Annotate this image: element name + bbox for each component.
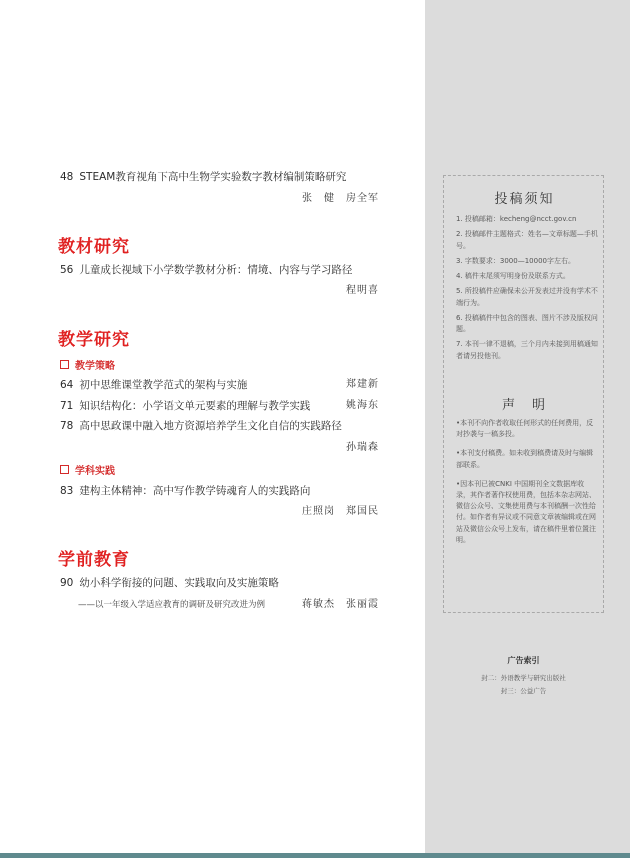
toc-entry-90[interactable] (60, 576, 390, 590)
sub-heading-celue (60, 357, 115, 372)
statement-item: •本刊不向作者收取任何形式的任何费用，反对抄袭与一稿多投。 (456, 419, 594, 439)
article-authors: 蒋敏杰 张丽霞 (302, 599, 379, 610)
article-title: 初中思维课堂教学范式的架构与实施 (79, 379, 248, 391)
article-subtitle: ——以一年级入学适应教育的调研及研究改进为例 (78, 600, 266, 610)
toc-entry-64[interactable] (60, 378, 390, 392)
toc-entry-71[interactable] (60, 399, 390, 413)
statement-item: •因本刊已被CNKI 中国期刊全文数据库收录，其作者著作权使用费，包括本杂志网站、微信公众号、文集使用费与本刊稿酬一次性给付。如作者有异议或不同意文章被编辑或在网站及微信公众号上发布，请在稿件里着位置注明。 (456, 479, 596, 544)
notice-item: 7. 本刊一律不退稿，三个月内未接到用稿通知者请另投他刊。 (456, 340, 598, 360)
page-number: 83 (60, 485, 74, 497)
notice-item: 5. 所投稿件应确保未公开发表过并没有学术不端行为。 (456, 287, 598, 307)
article-title: 建构主体精神：高中写作教学铸魂育人的实践路向 (79, 485, 311, 497)
bottom-rule (0, 853, 630, 858)
notice-title: 投稿须知 (494, 192, 555, 207)
notice-item: 1. 投稿邮箱：kecheng@ncct.gov.cn (456, 215, 577, 223)
article-authors: 程明喜 (346, 285, 379, 296)
article-title: 儿童成长视域下小学数学教材分析：情境、内容与学习路径 (79, 264, 353, 276)
page-number: 64 (60, 379, 74, 391)
sub-heading-label: 学科实践 (75, 466, 115, 477)
ad-index-title: 广告索引 (507, 656, 540, 665)
sub-heading-label: 教学策略 (75, 361, 115, 372)
article-authors: 孙瑞森 (346, 442, 379, 453)
article-authors: 庄照岗 郑国民 (302, 506, 379, 517)
notice-item: 3. 字数要求：3000—10000字左右。 (456, 256, 575, 265)
toc-entry-48[interactable] (60, 170, 390, 184)
page-number: 56 (60, 264, 74, 276)
toc-entry-56[interactable] (60, 263, 390, 277)
ad-line: 封二：外语教学与研究出版社 (481, 674, 566, 682)
ad-index (443, 655, 604, 698)
toc-entry-83[interactable] (60, 484, 390, 498)
notice-list (456, 214, 598, 366)
notice-item: 4. 稿件末尾须写明身份及联系方式。 (456, 272, 570, 281)
toc-entry-78[interactable] (60, 419, 390, 433)
statement-title: 声 明 (501, 398, 547, 413)
statement-item: •本刊支付稿费。如未收到稿费请及时与编辑部联系。 (456, 449, 594, 469)
article-authors: 张 健 房全军 (302, 193, 379, 204)
section-heading-jiaocai: 教材研究 (58, 237, 130, 257)
page-number: 90 (60, 577, 74, 589)
square-bullet-icon (60, 465, 69, 474)
page-number: 71 (60, 400, 74, 412)
square-bullet-icon (60, 360, 69, 369)
statement-list (456, 418, 598, 554)
article-title: 幼小科学衔接的问题、实践取向及实施策略 (79, 577, 279, 589)
submission-notice-box (443, 175, 604, 613)
article-title: STEAM教育视角下高中生物学实验数字教材编制策略研究 (79, 171, 347, 183)
page-number: 78 (60, 420, 74, 432)
article-title: 知识结构化：小学语文单元要素的理解与教学实践 (79, 400, 311, 412)
article-title: 高中思政课中融入地方资源培养学生文化自信的实践路径 (79, 420, 342, 432)
page-number: 48 (60, 171, 74, 183)
ad-line: 封三：公益广告 (500, 687, 547, 695)
notice-item: 2. 投稿邮件主题格式：姓名—文章标题—手机号。 (456, 230, 598, 250)
article-authors: 郑建新 (346, 379, 379, 390)
article-authors: 姚海东 (346, 400, 379, 411)
section-heading-xueqian: 学前教育 (58, 550, 130, 570)
sub-heading-shijian (60, 462, 115, 477)
section-heading-jiaoxue: 教学研究 (58, 330, 130, 350)
notice-item: 6. 投稿稿件中包含的图表、图片不涉及版权问题。 (456, 313, 598, 334)
